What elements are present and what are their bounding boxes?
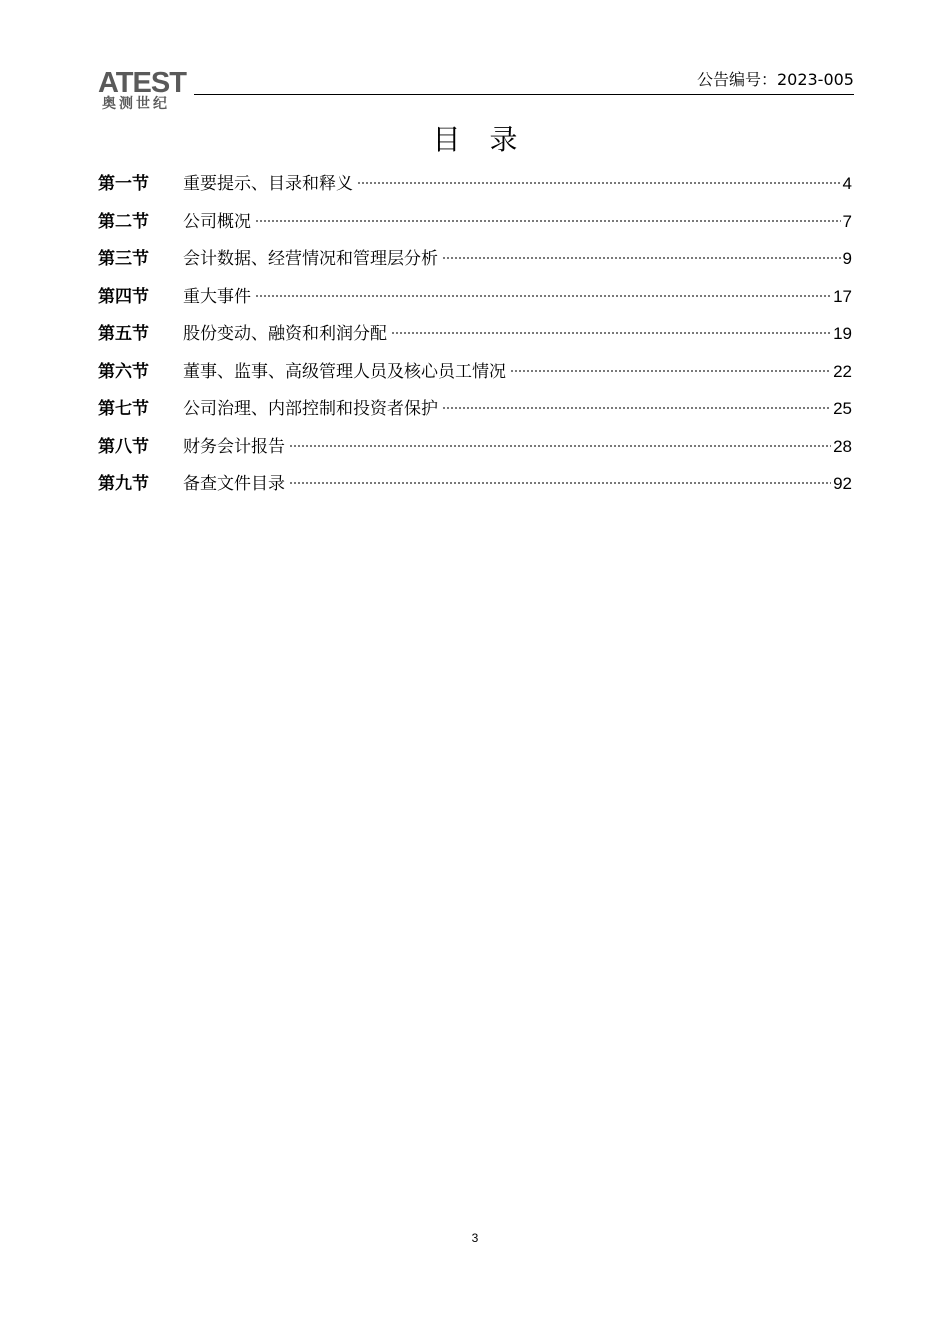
toc-page-number: 7	[842, 211, 852, 231]
toc-section-number: 第一节	[98, 174, 149, 194]
toc-section-number: 第六节	[98, 361, 149, 382]
toc-section-number: 第三节	[98, 249, 149, 269]
header-divider	[194, 94, 854, 95]
toc-page-number: 4	[842, 174, 852, 193]
toc-section-title: 公司治理、内部控制和投资者保护	[183, 399, 438, 419]
toc-section-title: 备查文件目录	[183, 474, 285, 494]
table-of-contents	[98, 165, 852, 503]
toc-dot-leader	[255, 220, 841, 222]
toc-section-title: 股份变动、融资和利润分配	[183, 324, 387, 344]
toc-dot-leader	[510, 370, 831, 372]
page-number: 3	[471, 1231, 479, 1245]
toc-section-number: 第四节	[98, 286, 149, 307]
toc-dot-leader	[255, 295, 831, 297]
toc-entry[interactable]	[98, 315, 852, 353]
page-title: 目 录	[432, 123, 528, 156]
toc-page-number: 25	[833, 399, 852, 418]
toc-section-title: 董事、监事、高级管理人员及核心员工情况	[183, 361, 506, 382]
toc-dot-leader	[357, 182, 841, 184]
toc-section-number: 第八节	[98, 436, 149, 457]
toc-page-number: 28	[833, 436, 852, 456]
company-logo	[98, 68, 208, 114]
toc-section-title: 财务会计报告	[183, 436, 285, 457]
page-header	[98, 68, 854, 114]
toc-entry[interactable]	[98, 240, 852, 278]
toc-section-title: 重要提示、目录和释义	[183, 174, 353, 194]
toc-dot-leader	[442, 257, 841, 259]
toc-entry[interactable]	[98, 390, 852, 428]
toc-section-number: 第七节	[98, 399, 149, 419]
toc-page-number: 92	[833, 474, 852, 493]
toc-page-number: 9	[842, 249, 852, 268]
toc-entry[interactable]	[98, 353, 852, 391]
toc-dot-leader	[442, 407, 831, 409]
toc-section-number: 第二节	[98, 211, 149, 232]
toc-dot-leader	[289, 445, 831, 447]
toc-entry[interactable]	[98, 278, 852, 316]
toc-section-title: 公司概况	[183, 211, 251, 232]
toc-section-number: 第五节	[98, 324, 149, 344]
toc-entry[interactable]	[98, 203, 852, 241]
toc-section-title: 会计数据、经营情况和管理层分析	[183, 249, 438, 269]
toc-page-number: 17	[833, 286, 852, 306]
announcement-number: 公告编号：2023-005	[696, 70, 854, 89]
toc-dot-leader	[289, 482, 831, 484]
toc-entry[interactable]	[98, 165, 852, 203]
toc-section-title: 重大事件	[183, 286, 251, 307]
toc-section-number: 第九节	[98, 474, 149, 494]
logo-latin-text: ATEST	[98, 67, 186, 99]
toc-entry[interactable]	[98, 465, 852, 503]
toc-dot-leader	[391, 332, 831, 334]
logo-chinese-text: 奥测世纪	[102, 96, 170, 112]
toc-page-number: 19	[833, 324, 852, 343]
toc-page-number: 22	[833, 361, 852, 381]
toc-entry[interactable]	[98, 428, 852, 466]
